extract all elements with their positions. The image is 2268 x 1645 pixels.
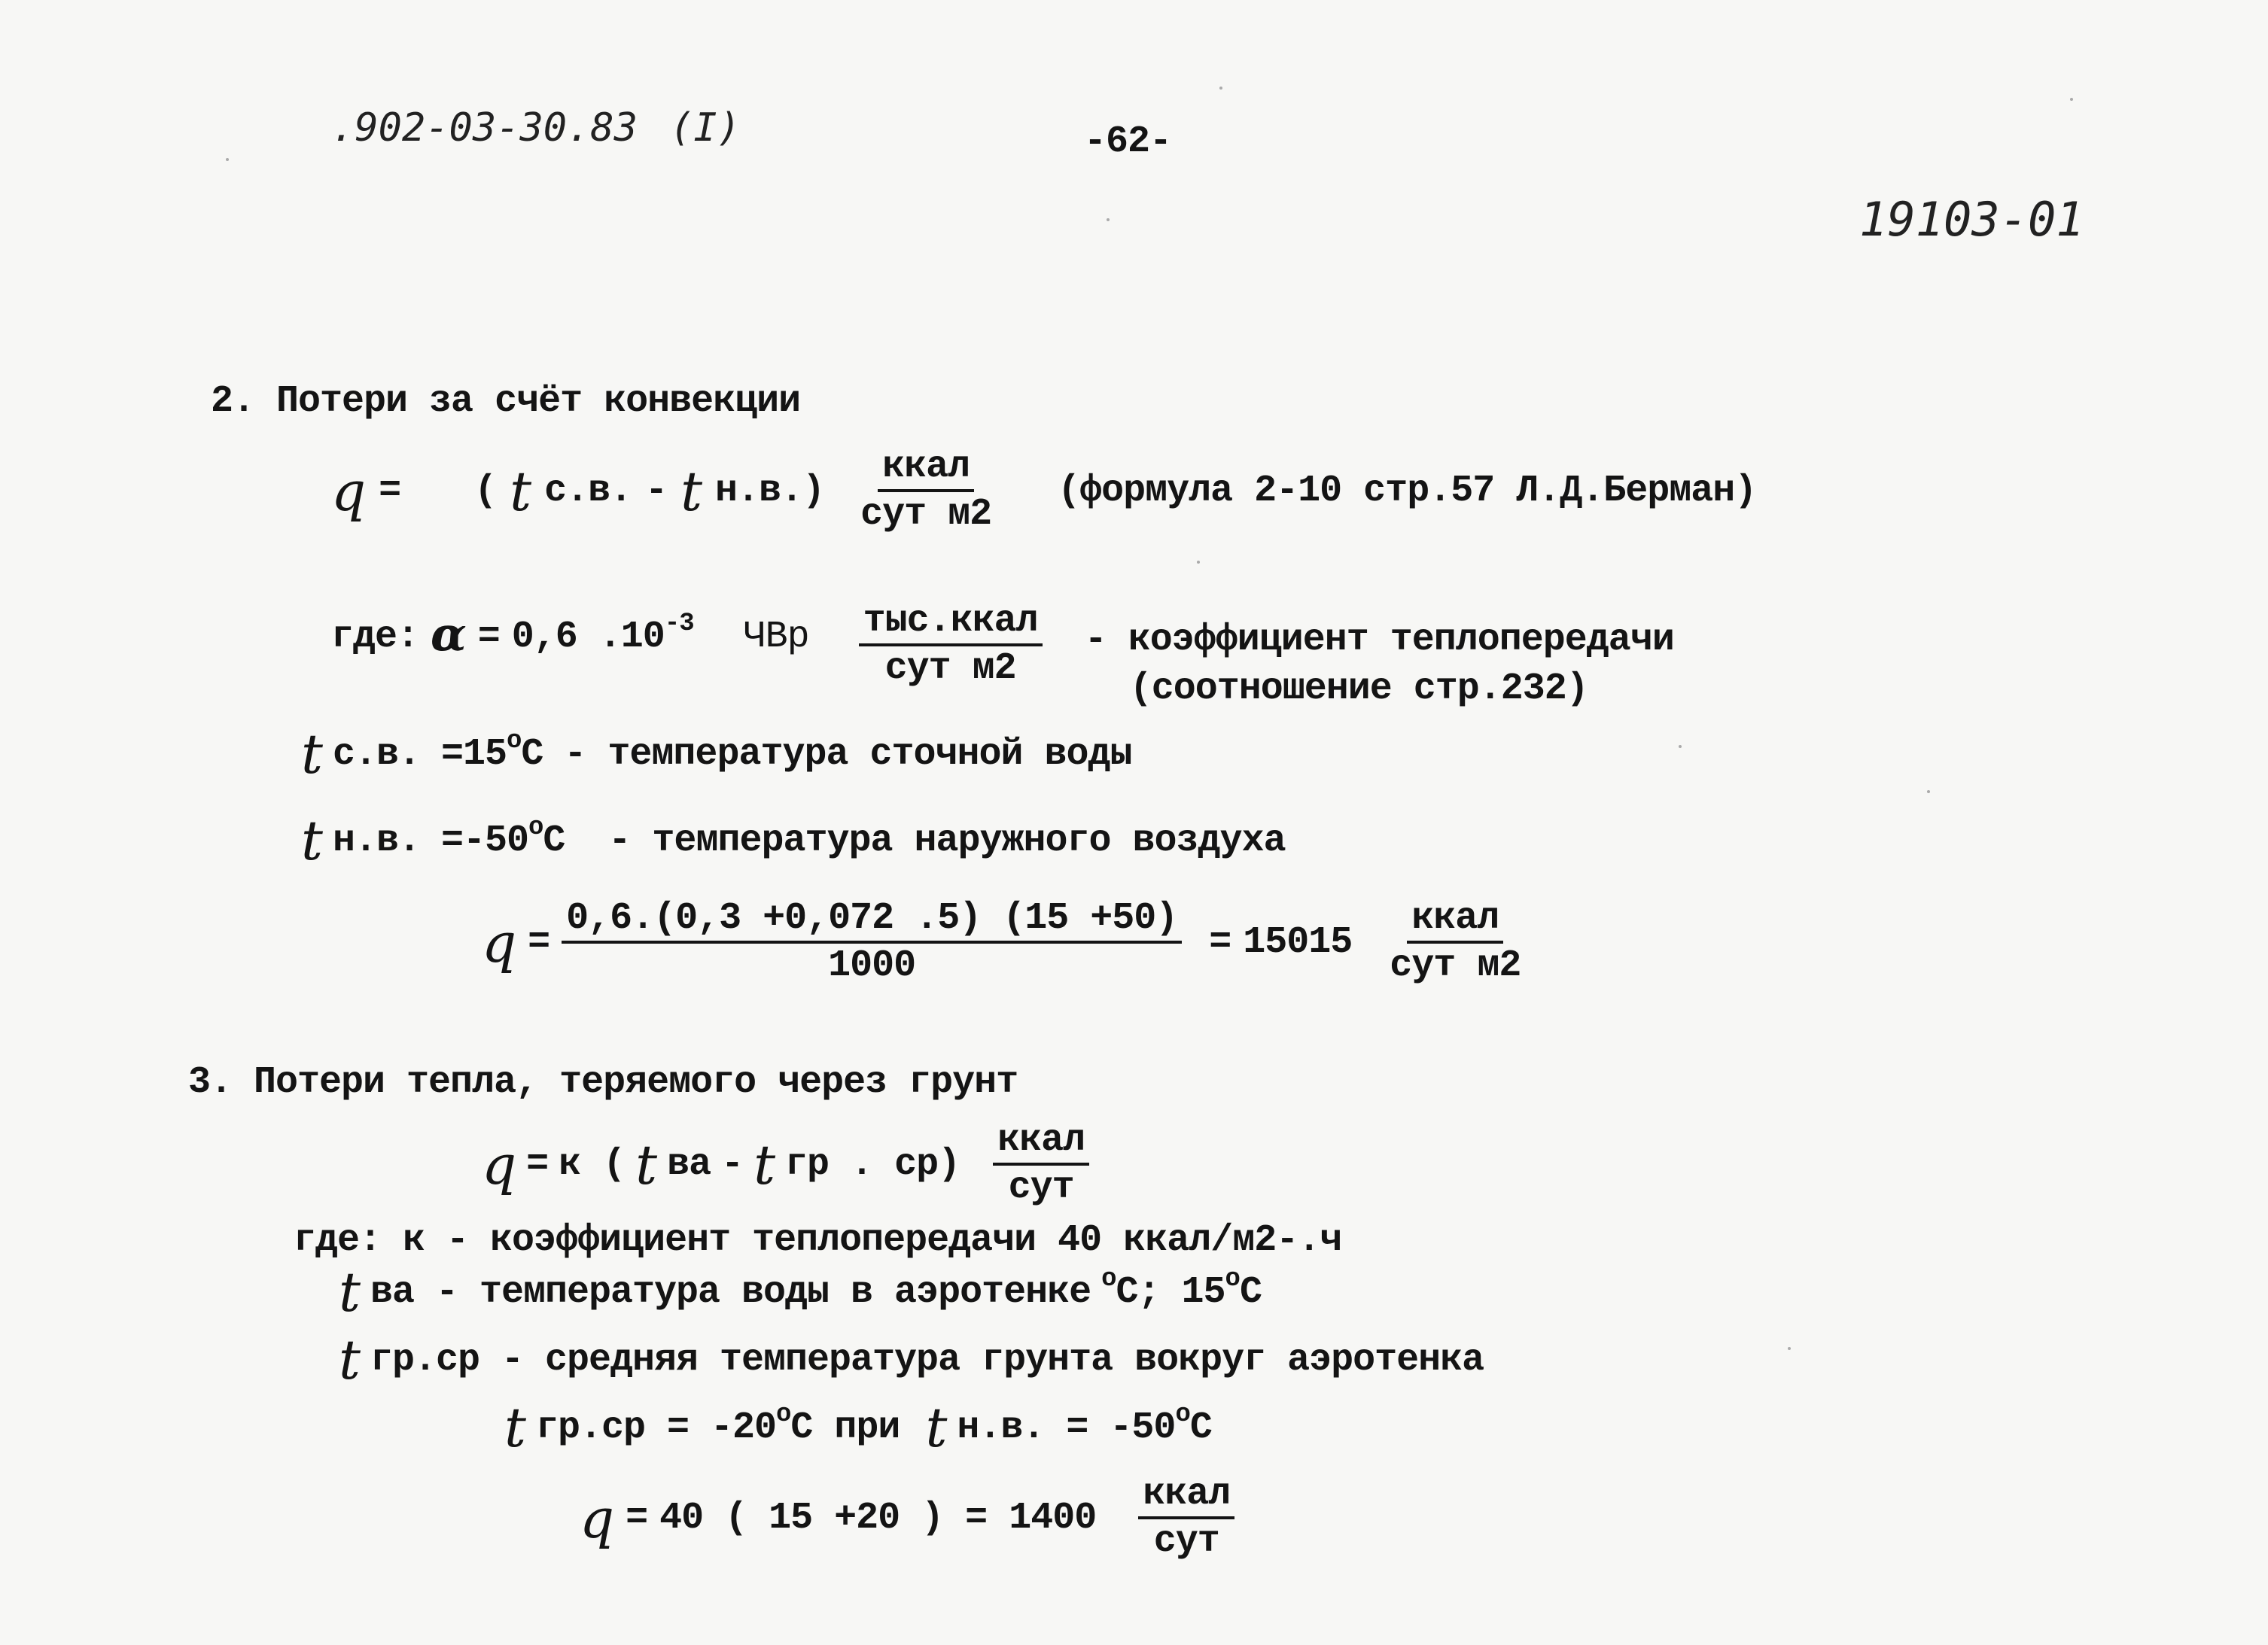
equals-sign: = — [477, 616, 500, 658]
alpha-unit-fraction — [859, 602, 1043, 689]
t-grsr-value-line — [504, 1396, 1212, 1459]
q-symbol: q — [331, 459, 366, 523]
degree-sign: о — [776, 1400, 791, 1429]
degree-sign: о — [528, 813, 543, 842]
unit-numerator: ккал — [878, 448, 974, 492]
q-symbol: q — [580, 1486, 614, 1550]
scan-speck — [226, 158, 229, 161]
t-sv-sub: с.в. — [332, 732, 420, 776]
t-sv-description: - температура сточной воды — [564, 732, 1132, 776]
t-nv-condition — [957, 1400, 1212, 1449]
alpha-unit-denominator: сут м2 — [884, 646, 1016, 690]
t-grsr-value-text: гр.ср = -20 — [535, 1406, 776, 1449]
degree-sign: о — [1101, 1264, 1116, 1294]
alpha-value — [511, 610, 694, 658]
t-nv-number: =-50 — [440, 819, 528, 862]
t-sv-definition — [301, 722, 1132, 786]
open-paren: ( — [603, 1143, 626, 1186]
t-symbol: t — [504, 1396, 525, 1459]
result-unit-fraction — [1390, 899, 1521, 986]
open-paren: ( — [474, 470, 497, 512]
t-va-unit: С — [1239, 1270, 1262, 1314]
t-sv-number: =15 — [440, 732, 507, 776]
t-symbol: t — [635, 1133, 657, 1197]
k-definition: где: к - коэффициент теплопередачи 40 ккал/м2-.ч — [294, 1219, 1342, 1262]
scan-speck — [1219, 87, 1222, 90]
alpha-description-line2: (соотношение стр.232) — [1129, 667, 1588, 710]
t-symbol: t — [301, 809, 322, 872]
t-va-mid: С; 15 — [1116, 1270, 1225, 1314]
equals-sign: = — [626, 1497, 648, 1540]
result-fraction — [562, 899, 1182, 986]
t-nv-description: - температура наружного воздуха — [608, 819, 1286, 862]
result-value: 15015 — [1243, 921, 1353, 964]
document-part: (I) — [670, 105, 741, 151]
t-va-description: ва - температура воды в аэротенке — [370, 1270, 1091, 1314]
q-symbol: q — [482, 1133, 516, 1197]
equals-sign: = — [526, 1143, 549, 1186]
ground-loss-unit-numerator: ккал — [1138, 1475, 1234, 1519]
ground-loss-result — [580, 1475, 1234, 1561]
t-grsr-condition: С при — [790, 1406, 900, 1449]
t-sub-nv: н.в.) — [715, 470, 825, 512]
result-unit-denominator: сут м2 — [1390, 944, 1521, 987]
t-symbol: t — [301, 722, 322, 786]
scan-speck — [1197, 561, 1200, 564]
alpha-unit-numerator: тыс.ккал — [859, 602, 1043, 646]
alpha-mantissa: 0,6 .10 — [511, 616, 665, 658]
t-nv-sub: н.в. — [332, 819, 420, 862]
unit-fraction — [860, 445, 992, 536]
ground-loss-unit-denominator: сут — [1153, 1519, 1219, 1563]
scan-speck — [1788, 1347, 1791, 1350]
t-va-definition — [339, 1260, 1262, 1324]
q-symbol: q — [482, 911, 516, 975]
ground-loss-expression: 40 ( 15 +20 ) = 1400 — [659, 1497, 1097, 1540]
result-unit-numerator: ккал — [1407, 899, 1503, 944]
t-va-value — [1101, 1264, 1262, 1314]
t-grsr-definition — [339, 1328, 1484, 1391]
t-symbol: t — [339, 1260, 360, 1324]
scan-speck — [1927, 790, 1930, 793]
t-nv-condition-text: н.в. = -50 — [957, 1406, 1176, 1449]
t-symbol: t — [925, 1396, 947, 1459]
scan-speck — [1679, 745, 1682, 748]
t-grsr-sub: гр . ср) — [785, 1143, 960, 1186]
degree-sign: о — [1175, 1400, 1190, 1429]
result-denominator: 1000 — [828, 944, 916, 987]
scan-speck — [2070, 98, 2073, 101]
t-symbol: t — [753, 1133, 775, 1197]
alpha-symbol: α — [431, 607, 466, 661]
minus-sign: - — [645, 470, 668, 512]
scan-speck — [1107, 218, 1110, 221]
unit-numerator: ккал — [993, 1121, 1089, 1166]
equals-sign: = — [1209, 921, 1231, 964]
alpha-definition — [331, 602, 1674, 713]
k-symbol: к — [559, 1143, 581, 1186]
t-nv-unit: С — [543, 819, 565, 862]
alpha-description-line1: - коэффициент теплопередачи — [1084, 619, 1674, 661]
section-2-title: 2. Потери за счёт конвекции — [211, 380, 801, 423]
where-label: где: — [331, 616, 419, 658]
section-3-title: 3. Потери тепла, теряемого через грунт — [188, 1061, 1018, 1104]
alpha-description — [1085, 616, 1674, 713]
t-symbol: t — [510, 459, 531, 523]
t-sv-value — [440, 726, 543, 776]
t-nv-definition — [301, 809, 1286, 872]
minus-sign: - — [721, 1143, 744, 1186]
t-symbol: t — [680, 459, 702, 523]
convection-formula — [331, 445, 1757, 536]
unit-denominator: сут м2 — [860, 492, 992, 536]
alpha-exponent: -3 — [664, 610, 694, 638]
convection-result — [482, 899, 1521, 986]
t-nv-value — [440, 813, 565, 862]
t-sub-sv: с.в. — [544, 470, 632, 512]
t-sv-unit: С — [521, 732, 543, 776]
document-stamp: 19103-01 — [1859, 192, 2084, 247]
formula-source: (формула 2-10 стр.57 Л.Д.Берман) — [1058, 470, 1757, 512]
degree-sign: о — [506, 726, 522, 756]
t-symbol: t — [339, 1328, 360, 1391]
result-numerator: 0,6.(0,3 +0,072 .5) (15 +50) — [562, 899, 1182, 944]
unit-fraction — [993, 1121, 1089, 1208]
page-number: -62- — [1084, 120, 1172, 163]
unit-denominator: сут — [1008, 1166, 1074, 1209]
ground-loss-formula — [482, 1121, 1089, 1208]
t-va-sub: ва — [667, 1143, 711, 1186]
t-nv-condition-unit: С — [1189, 1406, 1212, 1449]
equals-sign: = — [528, 921, 550, 964]
equals-sign: = — [379, 470, 401, 512]
document-code: .902-03-30.83 — [331, 105, 638, 151]
alpha-factor: ЧВр — [743, 616, 809, 658]
t-grsr-description: гр.ср - средняя температура грунта вокруг аэротенка — [370, 1338, 1484, 1382]
ground-loss-unit-fraction — [1138, 1475, 1234, 1561]
degree-sign: о — [1225, 1264, 1240, 1294]
t-grsr-value — [535, 1400, 900, 1449]
